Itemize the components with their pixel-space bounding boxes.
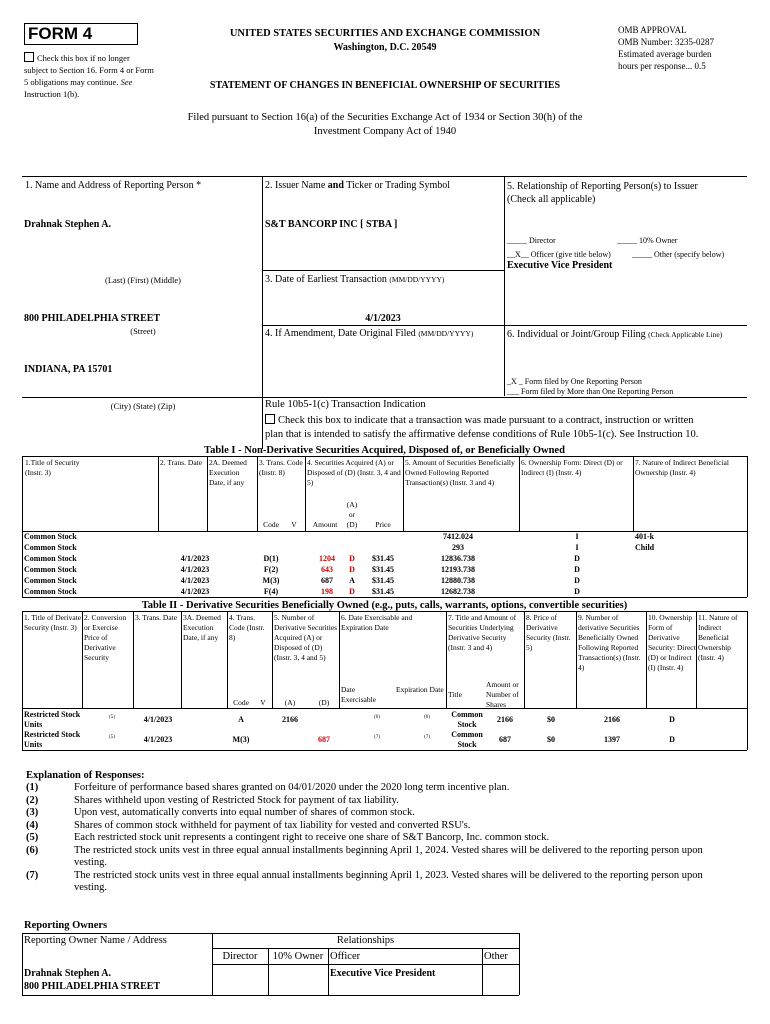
t1-form: D bbox=[574, 587, 580, 596]
box3-label-small: (MM/DD/YYYY) bbox=[389, 275, 445, 284]
t2-utitle: Common Stock bbox=[451, 730, 483, 749]
table-row bbox=[22, 586, 747, 597]
t1-nature: Child bbox=[635, 543, 655, 552]
t1-code: M(3) bbox=[262, 576, 280, 585]
t2-date: 4/1/2023 bbox=[143, 715, 173, 724]
reporting-person-street: 800 PHILADELPHIA STREET bbox=[24, 313, 161, 324]
omb-line: hours per response... 0.5 bbox=[618, 61, 706, 71]
owners-col-director: Director bbox=[222, 951, 258, 962]
t1-price: $31.45 bbox=[372, 587, 394, 596]
list-item bbox=[26, 832, 736, 845]
t2-sub-amt: Amount or Number of Shares bbox=[486, 680, 519, 709]
list-item bbox=[26, 782, 736, 795]
footnote-num: (6) bbox=[26, 844, 39, 856]
t1-h1-text: 1.Title of Security bbox=[25, 458, 80, 467]
no-longer-subject-checkbox[interactable] bbox=[24, 52, 34, 62]
t1-owned: 7412.024 bbox=[443, 532, 473, 541]
t2-h5: 5. Number of Derivative Securities Acquired (A) or Disposed of (D) (Instr. 3, 4 and 5) bbox=[274, 613, 338, 662]
city-caption: (City) (State) (Zip) bbox=[110, 401, 176, 411]
t2-exp: (7) bbox=[424, 735, 430, 740]
t1-owned: 12836.738 bbox=[441, 554, 475, 563]
table2-title: Table II - Derivative Securities Beneficially Owned (e.g., puts, calls, warrants, options, convertible securities) bbox=[141, 600, 628, 611]
box2-label bbox=[265, 180, 450, 191]
filed-line-1: Filed pursuant to Section 16(a) of the Securities Exchange Act of 1934 or Section 30(h) of the bbox=[187, 112, 583, 123]
t2-code: A bbox=[238, 715, 244, 724]
t2-h1: 1. Title of Derivate Security (Instr. 3) bbox=[24, 613, 82, 632]
t1-price: $31.45 bbox=[372, 576, 394, 585]
t1-h4: 4. Securities Acquired (A) or Disposed of (D) (Instr. 3, 4 and 5) bbox=[307, 458, 401, 487]
rule-checkbox-block bbox=[265, 414, 750, 442]
table-row bbox=[22, 575, 747, 586]
t1-form: D bbox=[574, 554, 580, 563]
t1-form: D bbox=[574, 565, 580, 574]
table-row bbox=[22, 564, 747, 575]
omb-line: Estimated average burden bbox=[618, 49, 712, 59]
table-row bbox=[22, 553, 747, 564]
t1-form: I bbox=[575, 532, 579, 541]
t2-price: $0 bbox=[547, 735, 555, 744]
t1-amount: 643 bbox=[321, 565, 333, 574]
t2-a: 2166 bbox=[282, 715, 298, 724]
owners-col-rel: Relationships bbox=[336, 935, 395, 946]
t1-sub-code: Code bbox=[263, 520, 279, 529]
list-item bbox=[26, 807, 736, 820]
table-row bbox=[22, 710, 747, 730]
agency-name: UNITED STATES SECURITIES AND EXCHANGE COMMISSION bbox=[229, 28, 541, 39]
t2-uamt: 687 bbox=[499, 735, 511, 744]
footnote-text: Shares of common stock withheld for payment of tax liability for vested and converted RSU's. bbox=[74, 819, 471, 831]
owner-officer-title: Executive Vice President bbox=[330, 968, 436, 979]
box6-label bbox=[507, 328, 747, 341]
t1-amount: 198 bbox=[321, 587, 333, 596]
box2-label-b: Ticker or Trading Symbol bbox=[343, 180, 451, 191]
t2-sub-v: V bbox=[260, 698, 266, 707]
t1-amount: 1204 bbox=[319, 554, 335, 563]
reporting-person-name: Drahnak Stephen A. bbox=[24, 219, 111, 230]
t2-h3a: 3A. Deemed Execution Date, if any bbox=[183, 613, 221, 642]
footnote-num: (3) bbox=[26, 807, 39, 818]
table-row bbox=[22, 542, 747, 553]
t1-owned: 12193.738 bbox=[441, 565, 475, 574]
omb-line: OMB APPROVAL bbox=[618, 25, 687, 35]
t2-h11: 11. Nature of Indirect Beneficial Ownership (Instr. 4) bbox=[698, 613, 738, 662]
box5-label bbox=[507, 180, 747, 206]
reporting-person-city: INDIANA, PA 15701 bbox=[24, 364, 113, 375]
explanation-heading: Explanation of Responses: bbox=[26, 770, 145, 781]
t2-uamt: 2166 bbox=[497, 715, 513, 724]
t1-price: $31.45 bbox=[372, 554, 394, 563]
t2-sub-a: (A) bbox=[284, 698, 296, 707]
t2-code: M(3) bbox=[232, 735, 250, 744]
t2-exp: (6) bbox=[424, 715, 430, 720]
other-option: _____ Other (specify below) bbox=[632, 250, 725, 259]
box4-label bbox=[265, 328, 473, 339]
t2-d: 687 bbox=[318, 735, 330, 744]
t2-form: D bbox=[669, 735, 675, 744]
t1-ad: D bbox=[349, 554, 355, 563]
t1-amount: 687 bbox=[321, 576, 333, 585]
t2-sub-d: (D) bbox=[318, 698, 330, 707]
rule-heading: Rule 10b5-1(c) Transaction Indication bbox=[265, 399, 426, 410]
t1-date: 4/1/2023 bbox=[180, 565, 210, 574]
t1-form: D bbox=[574, 576, 580, 585]
t2-h4: 4. Trans. Code (Instr. 8) bbox=[229, 613, 265, 642]
t1-ad: D bbox=[349, 587, 355, 596]
footnote-num: (7) bbox=[26, 869, 39, 881]
earliest-transaction-date: 4/1/2023 bbox=[365, 313, 401, 324]
t1-code: F(2) bbox=[263, 565, 279, 574]
footnote-text: Forfeiture of performance based shares granted on 04/01/2020 under the 2020 long term incentive plan. bbox=[74, 782, 510, 793]
t2-h7: 7. Title and Amount of Securities Underlying Derivative Security (Instr. 3 and 4) bbox=[448, 613, 517, 652]
t2-date: 4/1/2023 bbox=[143, 735, 173, 744]
box3-label-text: 3. Date of Earliest Transaction bbox=[265, 274, 390, 285]
see-text: See bbox=[120, 77, 133, 87]
owners-col-tenpct: 10% Owner bbox=[272, 951, 324, 962]
officer-option: __X__ Officer (give title below) bbox=[507, 250, 611, 259]
t1-h1-instr: (Instr. 3) bbox=[25, 468, 51, 477]
box6-label-small: (Check Applicable Line) bbox=[648, 330, 723, 339]
no-longer-subject-text: Check this box if no longer subject to Section 16. Form 4 or Form 5 obligations may continue. bbox=[24, 53, 154, 87]
t2-conv: (5) bbox=[109, 715, 115, 720]
t1-h6: 6. Ownership Form: Direct (D) or Indirect (I) (Instr. 4) bbox=[521, 458, 623, 477]
owner-name: Drahnak Stephen A. bbox=[24, 968, 111, 979]
t1-owned: 12880.738 bbox=[441, 576, 475, 585]
list-item bbox=[26, 820, 736, 833]
t1-sub-v: V bbox=[291, 520, 297, 529]
t1-h2: 2. Trans. Date bbox=[160, 458, 203, 467]
t1-title: Common Stock bbox=[24, 576, 77, 585]
footnote-text: The restricted stock units vest in three equal annual installments beginning April 1, 2023. Vested shares will be delivered to the reporting person upon vesting. bbox=[74, 869, 703, 893]
t2-exer: (7) bbox=[374, 735, 380, 740]
form-title: FORM 4 bbox=[24, 23, 138, 45]
t1-date: 4/1/2023 bbox=[180, 554, 210, 563]
t2-h6: 6. Date Exercisable and Expiration Date bbox=[341, 613, 413, 632]
filed-pursuant-text bbox=[100, 111, 670, 139]
t1-title: Common Stock bbox=[24, 532, 77, 541]
t2-h3: 3. Trans. Date bbox=[135, 613, 178, 622]
t2-owned: 2166 bbox=[604, 715, 620, 724]
t1-ad: A bbox=[349, 576, 355, 585]
t2-form: D bbox=[669, 715, 675, 724]
t2-title: Restricted Stock Units bbox=[24, 730, 81, 749]
statement-title: STATEMENT OF CHANGES IN BENEFICIAL OWNERSHIP OF SECURITIES bbox=[209, 80, 561, 91]
owners-col-name: Reporting Owner Name / Address bbox=[24, 935, 167, 946]
t1-owned: 12682.738 bbox=[441, 587, 475, 596]
t1-sub-price: Price bbox=[375, 520, 391, 529]
omb-line: OMB Number: 3235-0287 bbox=[618, 37, 714, 47]
box5-label-1: 5. Relationship of Reporting Person(s) to Issuer bbox=[507, 181, 698, 192]
box6-label-text: 6. Individual or Joint/Group Filing bbox=[507, 329, 649, 340]
no-longer-subject-checkbox-block bbox=[24, 52, 154, 100]
table-row bbox=[22, 730, 747, 750]
t2-conv: (5) bbox=[109, 735, 115, 740]
issuer-name: S&T BANCORP INC [ STBA ] bbox=[265, 219, 398, 230]
footnote-num: (2) bbox=[26, 794, 39, 806]
agency-location: Washington, D.C. 20549 bbox=[333, 42, 437, 53]
table1-title: Table I - Non-Derivative Securities Acquired, Disposed of, or Beneficially Owned bbox=[204, 445, 565, 456]
table1-rows bbox=[22, 531, 747, 597]
t2-h9: 9. Number of derivative Securities Beneficially Owned Following Reported Transaction(s) (Instr. 4) bbox=[578, 613, 641, 672]
box2-label-a: 2. Issuer Name bbox=[265, 180, 328, 191]
rule-line-1: Check this box to indicate that a transaction was made pursuant to a contract, instruction or written bbox=[278, 415, 694, 426]
footnote-text: The restricted stock units vest in three equal annual installments beginning April 1, 2024. Vested shares will be delivered to the reporting person upon vesting. bbox=[74, 844, 703, 868]
table-row bbox=[22, 531, 747, 542]
ten-pct-option: _____ 10% Owner bbox=[617, 236, 678, 245]
filing-option-one: _X _ Form filed by One Reporting Person bbox=[507, 377, 642, 386]
box4-label-text: 4. If Amendment, Date Original Filed bbox=[265, 328, 419, 339]
footnote-num: (1) bbox=[26, 782, 39, 793]
t2-sub-code: Code bbox=[233, 698, 249, 707]
rule-line-2: plan that is intended to satisfy the affirmative defense conditions of Rule 10b5-1(c). See Instruction 10. bbox=[265, 429, 699, 440]
t1-form: I bbox=[575, 543, 579, 552]
list-item bbox=[26, 870, 736, 895]
t1-code: D(1) bbox=[263, 554, 279, 563]
footnote-num: (5) bbox=[26, 832, 39, 843]
t2-utitle: Common Stock bbox=[451, 710, 483, 729]
t1-date: 4/1/2023 bbox=[180, 576, 210, 585]
t1-code: F(4) bbox=[263, 587, 279, 596]
footnote-text: Upon vest, automatically converts into equal number of shares of common stock. bbox=[74, 807, 415, 818]
t2-owned: 1397 bbox=[604, 735, 620, 744]
t2-sub-exp: Expiration Date bbox=[396, 685, 444, 694]
t2-exer: (6) bbox=[374, 715, 380, 720]
t1-title: Common Stock bbox=[24, 554, 77, 563]
t2-h10: 10. Ownership Form of Derivative Security: Direct (D) or Indirect (I) (Instr. 4) bbox=[648, 613, 696, 672]
box5-label-2: (Check all applicable) bbox=[507, 194, 596, 205]
footnote-text: Each restricted stock unit represents a contingent right to receive one share of S&T Bancorp, Inc. common stock. bbox=[74, 832, 550, 843]
name-caption: (Last) (First) (Middle) bbox=[104, 275, 181, 285]
t1-title: Common Stock bbox=[24, 543, 77, 552]
street-caption: (Street) bbox=[130, 326, 156, 336]
t2-sub-exer: Date Exercisable bbox=[341, 685, 376, 704]
t1-h3: 3. Trans. Code (Instr. 8) bbox=[259, 458, 303, 477]
t2-h8: 8. Price of Derivative Security (Instr. 5) bbox=[526, 613, 571, 652]
owners-col-other: Other bbox=[484, 951, 508, 962]
t1-h1 bbox=[25, 458, 155, 478]
footnote-text: Shares withheld upon vesting of Restricted Stock for payment of tax liability. bbox=[74, 794, 399, 806]
explanation-list bbox=[26, 782, 736, 895]
t1-price: $31.45 bbox=[372, 565, 394, 574]
box2-label-and: and bbox=[327, 180, 344, 191]
owners-heading: Reporting Owners bbox=[24, 920, 108, 931]
t2-sub-title: Title bbox=[448, 690, 462, 699]
box1-label: 1. Name and Address of Reporting Person * bbox=[25, 180, 202, 191]
t1-sub-amount: Amount bbox=[312, 520, 338, 529]
t1-sub-aord: (A) or (D) bbox=[346, 500, 358, 529]
footnote-num: (4) bbox=[26, 819, 39, 831]
t2-title: Restricted Stock Units bbox=[24, 710, 81, 729]
box3-label bbox=[265, 274, 444, 285]
t2-price: $0 bbox=[547, 715, 555, 724]
director-option: _____ Director bbox=[507, 236, 556, 245]
t1-date: 4/1/2023 bbox=[180, 587, 210, 596]
t1-h7: 7. Nature of Indirect Beneficial Ownership (Instr. 4) bbox=[635, 458, 729, 477]
officer-title: Executive Vice President bbox=[507, 260, 613, 271]
t1-h5: 5. Amount of Securities Beneficially Owned Following Reported Transaction(s) (Instr. 3 and 4) bbox=[405, 458, 515, 487]
t1-ad: D bbox=[349, 565, 355, 574]
filing-option-more: ___ Form filed by More than One Reporting Person bbox=[507, 387, 674, 396]
t1-title: Common Stock bbox=[24, 565, 77, 574]
list-item bbox=[26, 845, 736, 870]
owners-col-officer: Officer bbox=[330, 951, 361, 962]
list-item bbox=[26, 795, 736, 808]
t1-nature: 401-k bbox=[635, 532, 655, 541]
t1-h2a: 2A. Deemed Execution Date, if any bbox=[209, 458, 247, 487]
owner-address: 800 PHILADELPHIA STREET bbox=[24, 981, 161, 992]
t1-owned: 293 bbox=[452, 543, 464, 552]
t2-h2: 2. Conversion or Exercise Price of Derivative Security bbox=[84, 613, 127, 662]
omb-approval-block bbox=[618, 24, 748, 72]
box4-label-small: (MM/DD/YYYY) bbox=[418, 329, 474, 338]
filed-line-2: Investment Company Act of 1940 bbox=[313, 126, 457, 137]
instruction-ref: Instruction 1(b). bbox=[24, 89, 80, 99]
t1-title: Common Stock bbox=[24, 587, 77, 596]
rule-checkbox[interactable] bbox=[265, 414, 275, 424]
